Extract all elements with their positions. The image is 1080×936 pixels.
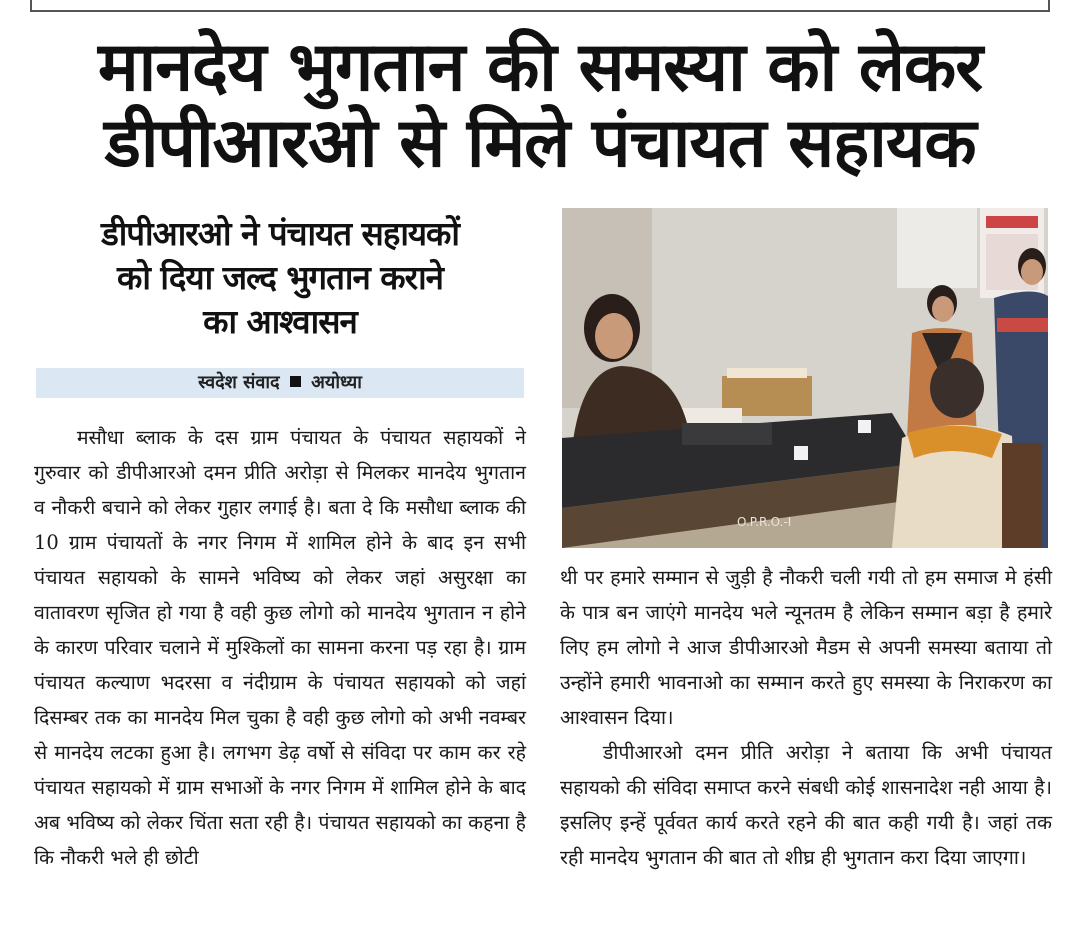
article-column-left [34,420,526,875]
headline-line-1: मानदेय भुगतान की समस्या को लेकर [97,28,983,107]
article-column-right [560,560,1052,875]
office-meeting-photo [562,208,1048,548]
headline-line-2: डीपीआरओ से मिले पंचायत सहायक [104,104,976,183]
subheadline-line-2: को दिया जल्द भुगतान कराने [117,258,443,297]
subheadline [40,212,520,344]
byline [36,368,524,398]
article-paragraph: डीपीआरओ दमन प्रीति अरोड़ा ने बताया कि अभी पंचायत सहायको की संविदा समाप्त करने संबधी कोई शासनादेश नही आया है। इसलिए इन्हें पूर्ववत कार्य करते रहने की बात कही गयी है। जहां तक रही मानदेय भुगतान की बात तो शीघ्र ही भुगतान करा दिया जाएगा। [560,741,1052,869]
square-bullet-icon [290,376,301,387]
article-paragraph: थी पर हमारे सम्मान से जुड़ी है नौकरी चली गयी तो हम समाज मे हंसी के पात्र बन जाएंगे मानदेय भले न्यूनतम है लेकिन सम्मान बड़ा है हमारे लिए हम लोगो ने आज डीपीआरओ मैडम से अपनी समस्या बताया तो उन्होंने हमारी भावनाओ का सम्मान करते हुए समस्या के निराकरण का आश्वासन दिया। [560,566,1052,729]
headline [0,30,1080,182]
byline-source: स्वदेश संवाद [198,372,280,393]
article-paragraph: मसौधा ब्लाक के दस ग्राम पंचायत के पंचायत सहायकों ने गुरुवार को डीपीआरओ दमन प्रीति अरोड़ा से मिलकर मानदेय भुगतान व नौकरी बचाने को लेकर गुहार लगाई है। बता दे कि मसौधा ब्लाक की 10 ग्राम पंचायतों के नगर निगम में शामिल होने के बाद इन सभी पंचायत सहायको के सामने भविष्य को लेकर जहां असुरक्षा का वातावरण सृजित हो गया है वही कुछ लोगो को मानदेय भुगतान न होने के कारण परिवार चलाने में मुश्किलों का सामना करना पड़ रहा है। ग्राम पंचायत कल्याण भदरसा व नंदीग्राम के पंचायत सहायको को जहां दिसम्बर तक का मानदेय मिल चुका है वही कुछ लोगो को अभी नवम्बर से मानदेय लटका हुआ है। लगभग डेढ़ वर्षो से संविदा पर काम कर रहे पंचायत सहायको में ग्राम सभाओं के नगर निगम में शामिल होने के बाद अब भविष्य को लेकर चिंता सता रही है। पंचायत सहायको का कहना है कि नौकरी भले ही छोटी [34,426,526,869]
desk-nameplate: O.P.R.O.-I [737,515,792,529]
subheadline-line-1: डीपीआरओ ने पंचायत सहायकों [101,214,459,253]
previous-article-strip [30,0,1050,12]
subheadline-line-3: का आश्वासन [203,302,357,341]
byline-place: अयोध्या [311,372,362,393]
news-photo [562,208,1048,548]
